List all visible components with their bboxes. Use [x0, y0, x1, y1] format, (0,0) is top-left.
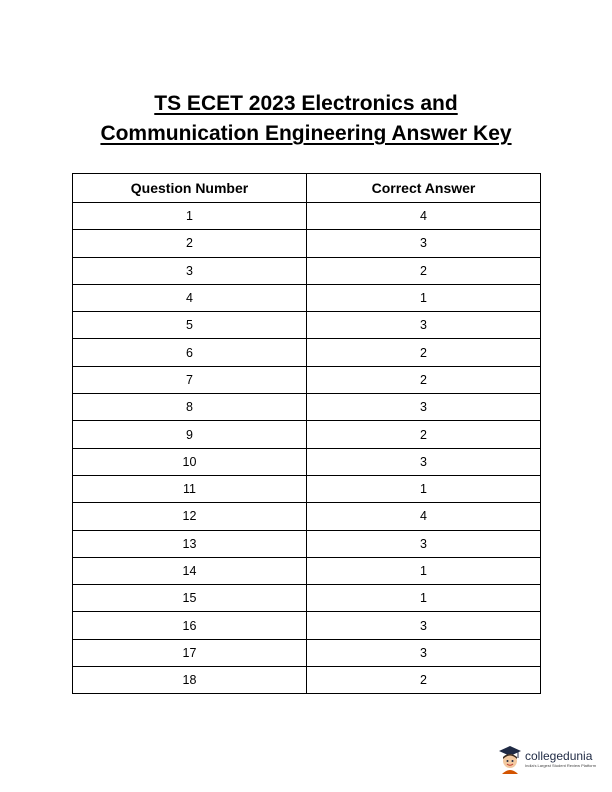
- table-row: [73, 339, 541, 366]
- table-row: [73, 203, 541, 230]
- correct-answer-cell: 3: [307, 448, 541, 475]
- question-number-cell: 2: [73, 230, 307, 257]
- question-number-cell: 7: [73, 366, 307, 393]
- correct-answer-cell: 3: [307, 530, 541, 557]
- correct-answer-cell: 2: [307, 366, 541, 393]
- table-row: [73, 585, 541, 612]
- question-number-cell: 17: [73, 639, 307, 666]
- correct-answer-cell: 3: [307, 612, 541, 639]
- question-number-cell: 18: [73, 667, 307, 694]
- question-number-cell: 14: [73, 557, 307, 584]
- correct-answer-cell: 3: [307, 394, 541, 421]
- correct-answer-cell: 1: [307, 585, 541, 612]
- question-number-cell: 1: [73, 203, 307, 230]
- correct-answer-cell: 1: [307, 284, 541, 311]
- table-row: [73, 448, 541, 475]
- question-number-cell: 9: [73, 421, 307, 448]
- correct-answer-cell: 3: [307, 312, 541, 339]
- table-row: [73, 421, 541, 448]
- question-number-cell: 5: [73, 312, 307, 339]
- question-number-cell: 10: [73, 448, 307, 475]
- table-row: [73, 257, 541, 284]
- question-number-cell: 15: [73, 585, 307, 612]
- title-line-1: TS ECET 2023 Electronics and: [154, 92, 458, 115]
- question-number-cell: 8: [73, 394, 307, 421]
- correct-answer-cell: 2: [307, 257, 541, 284]
- collegedunia-logo: [498, 741, 600, 777]
- page-title: [0, 89, 612, 149]
- table-row: [73, 503, 541, 530]
- logo-tagline: India's Largest Student Review Platform: [525, 762, 597, 768]
- table-row: [73, 366, 541, 393]
- correct-answer-cell: 1: [307, 557, 541, 584]
- table-row: [73, 667, 541, 694]
- graduate-avatar-icon: [498, 744, 522, 774]
- table-row: [73, 639, 541, 666]
- logo-name: collegedunia: [525, 748, 593, 763]
- table-body: [73, 203, 541, 694]
- correct-answer-cell: 3: [307, 639, 541, 666]
- title-line-2: Communication Engineering Answer Key: [100, 122, 512, 145]
- correct-answer-cell: 4: [307, 203, 541, 230]
- question-number-cell: 6: [73, 339, 307, 366]
- table-header-row: [73, 174, 541, 203]
- correct-answer-cell: 2: [307, 667, 541, 694]
- column-header-question-number: Question Number: [73, 174, 307, 203]
- question-number-cell: 12: [73, 503, 307, 530]
- table-row: [73, 230, 541, 257]
- correct-answer-cell: 4: [307, 503, 541, 530]
- question-number-cell: 13: [73, 530, 307, 557]
- correct-answer-cell: 2: [307, 421, 541, 448]
- table-row: [73, 530, 541, 557]
- table-row: [73, 284, 541, 311]
- correct-answer-cell: 1: [307, 475, 541, 502]
- question-number-cell: 3: [73, 257, 307, 284]
- table-row: [73, 394, 541, 421]
- table-row: [73, 475, 541, 502]
- table-row: [73, 557, 541, 584]
- question-number-cell: 16: [73, 612, 307, 639]
- table-row: [73, 312, 541, 339]
- answer-key-table: [72, 173, 541, 694]
- question-number-cell: 11: [73, 475, 307, 502]
- column-header-correct-answer: Correct Answer: [307, 174, 541, 203]
- correct-answer-cell: 2: [307, 339, 541, 366]
- question-number-cell: 4: [73, 284, 307, 311]
- table-row: [73, 612, 541, 639]
- correct-answer-cell: 3: [307, 230, 541, 257]
